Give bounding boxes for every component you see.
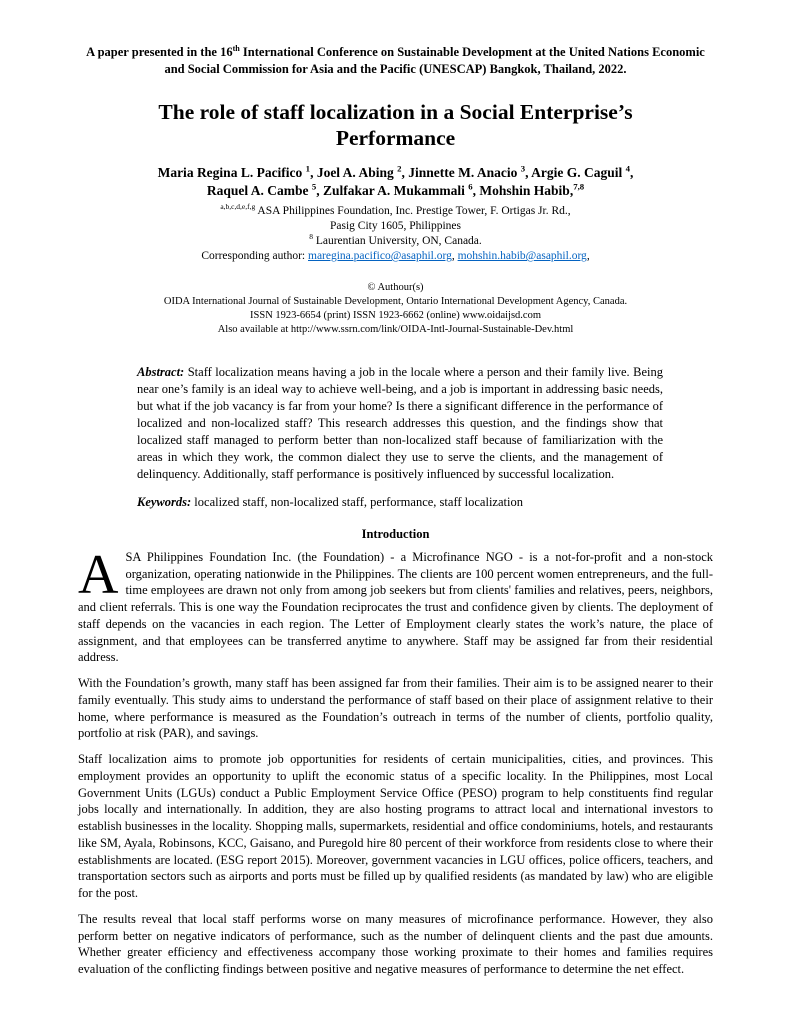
conference-note-line1 (78, 44, 713, 61)
author-superscript: 4 (625, 163, 631, 174)
intro-paragraph-2: With the Foundation’s growth, many staff has been assigned far from their families. Their aim is to be assigned nearer to their family eventually. This study aims to understand the performance of staff based on their place of assignment relative to their home, where performance is measured as the Foundation’s outreach in terms of the number of clients, portfolio quality, portfolio at risk (PAR), and savings. (78, 676, 713, 741)
journal-line: OIDA International Journal of Sustainable Development, Ontario International Development Agency, Canada. (163, 296, 628, 308)
affiliation-line3 (78, 234, 713, 249)
affiliation-superscript: a,b,c,d,e,f,g (220, 201, 256, 211)
corresponding-author-line (78, 249, 713, 264)
author-name: Argie G. Caguil (531, 165, 626, 181)
conference-note-text: A paper presented in the 16 (86, 45, 233, 59)
author-separator: , (310, 165, 317, 181)
email-separator: , (451, 250, 458, 263)
paper-title-line2: Performance (335, 125, 456, 150)
author-name: Raquel A. Cambe (206, 183, 312, 199)
author-separator: , (525, 165, 532, 181)
introduction-heading: Introduction (361, 526, 430, 541)
author-name: Jinnette M. Anacio (408, 165, 521, 181)
affiliation-line1 (78, 201, 713, 219)
corresponding-author-label: Corresponding author: (201, 250, 308, 263)
author-separator: , (401, 165, 409, 181)
author-name: Maria Regina L. Pacifico (157, 165, 306, 181)
author-separator: , (316, 183, 323, 199)
affiliations-block (78, 201, 713, 265)
intro-paragraph-1 (78, 543, 713, 666)
author-name: Mohshin Habib, (479, 183, 574, 199)
email-link-1[interactable]: maregina.pacifico@asaphil.org (308, 250, 452, 263)
imprint-block (78, 281, 713, 336)
conference-note-text: International Conference on Sustainable Development at the United Nations Economic (239, 45, 705, 59)
keywords (137, 495, 663, 510)
affiliation-text: Laurentian University, ON, Canada. (312, 234, 482, 247)
affiliation-line2: Pasig City 1605, Philippines (330, 219, 461, 232)
availability-line: Also available at http://www.ssrn.com/link/OIDA-Intl-Journal-Sustainable-Dev.html (217, 323, 574, 335)
intro-paragraph-4: The results reveal that local staff performs worse on many measures of microfinance performance. However, they also perform better on negative indicators of performance, such as the number of delinquent clients and the past due amounts. Whether greater efficiency and effectiveness accompany those working proximate to their homes and families requires evaluation of the conflicting findings between positive and negative measures of performance to determine the net effect. (78, 911, 713, 976)
author-separator: , (630, 165, 634, 181)
author-separator: , (472, 183, 480, 199)
intro-paragraph-3: Staff localization aims to promote job opportunities for residents of certain municipalities, cities, and provinces. This employment provides an opportunity to uplift the economic status of a specific locality. In the Philippines, most Local Government Units (LGUs) conduct a Public Employment Service Office (PESO) program to help constituents find regular jobs locally and internationally. In addition, they are also hosting programs to attract local and international investors to establish businesses in the locality. Shopping malls, supermarkets, residential and office condominiums, hotels, and restaurants like SM, Ayala, Robinsons, KCC, Gaisano, and Puregold hire 80 percent of their workforce from residents close to where their establishments are located. (ESG report 2015). Moreover, government vacancies in LGU offices, police officers, teachers, and transportation sectors such as airports and ports must be filled up by qualified residents (as mandated by law) who are eligible for the post. (78, 752, 713, 900)
intro-paragraph-1-text: SA Philippines Foundation Inc. (the Foundation) - a Microfinance NGO - is a not-for-profit and a non-stock organization, operating nationwide in the Philippines. The clients are 100 percent women entrepreneurs, and the full-time employees are drawn not only from among job seekers but from clients' families and relatives, peers, neighbors, and client referrals. This is one way the Foundation reciprocates the trust and confidence given by clients. The deployment of staff depends on the vacancies in each region. The Letter of Employment clearly states the work’s nature, the place of assignment, and that employees can be transferred anytime to anywhere. Staff may be assigned far from their residential address. (78, 549, 713, 665)
paper-title (78, 99, 713, 151)
email-link-2[interactable]: mohshin.habib@asaphil.org (457, 250, 587, 263)
author-superscript: 1 (305, 163, 311, 174)
author-superscript: 2 (397, 163, 402, 174)
conference-note (78, 44, 713, 78)
drop-cap: A (78, 543, 119, 606)
author-superscript: 7,8 (573, 181, 585, 192)
author-superscript: 3 (520, 163, 526, 174)
author-name: Zulfakar A. Mukammali (322, 183, 469, 199)
keywords-label: Keywords: (137, 494, 192, 509)
email-trailing-comma: , (586, 250, 590, 263)
author-superscript: 6 (468, 181, 473, 192)
paper-title-line1: The role of staff localization in a Social Enterprise’s (158, 99, 633, 124)
author-name: Joel A. Abing (316, 165, 398, 181)
authors-block (78, 164, 713, 200)
abstract-text: Staff localization means having a job in the locale where a person and their family live. Being near one’s family is an ideal way to achieve well-being, and a job is important in addressing basic needs, but what if the job vacancy is far from your home? Is there a significant difference in the performance of localized and non-localized staff? This research addresses this question, and the findings show that localized staff managed to perform better than non-localized staff because of familiarization with the areas in which they work, the common dialect they use to serve the clients, and the management of delinquency. Additionally, staff performance is positively influenced by successful localization. (137, 364, 663, 481)
ordinal-superscript: th (232, 43, 240, 53)
affiliation-superscript: 8 (309, 232, 313, 242)
copyright-line: © Authour(s) (367, 282, 424, 294)
affiliation-text: ASA Philippines Foundation, Inc. Prestige Tower, F. Ortigas Jr. Rd., (255, 204, 571, 217)
abstract-label: Abstract: (137, 364, 185, 379)
abstract (137, 364, 663, 483)
keywords-text: localized staff, non-localized staff, performance, staff localization (191, 494, 523, 509)
conference-note-line2: and Social Commission for Asia and the Pacific (UNESCAP) Bangkok, Thailand, 2022. (164, 61, 627, 76)
author-superscript: 5 (311, 181, 317, 192)
issn-line: ISSN 1923-6654 (print) ISSN 1923-6662 (online) www.oidaijsd.com (250, 310, 541, 322)
